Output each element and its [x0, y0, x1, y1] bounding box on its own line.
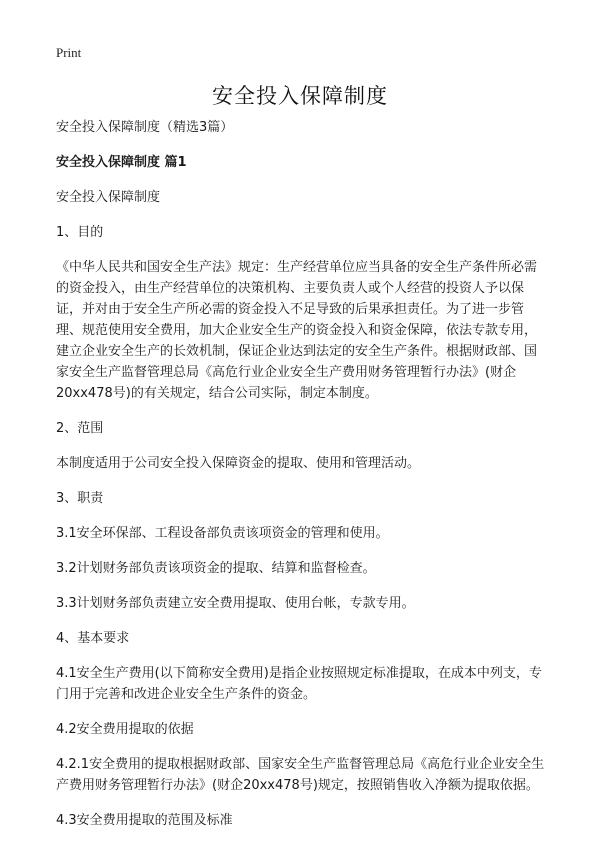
paragraph: 4.1安全生产费用(以下简称安全费用)是指企业按照规定标准提取，在成本中列支，专门用于完善和改进企业安全生产条件的资金。 — [56, 666, 542, 702]
paragraph: 4.3安全费用提取的范围及标准 — [56, 813, 233, 828]
paragraph: 3.1安全环保部、工程设备部负责该项资金的管理和使用。 — [56, 526, 389, 541]
section-heading: 安全投入保障制度 篇1 — [56, 155, 187, 170]
paragraph: 1、目的 — [56, 225, 104, 240]
document-subtitle: 安全投入保障制度（精选3篇） — [56, 120, 234, 135]
paragraph: 2、范围 — [56, 421, 104, 436]
paragraph: 3.2计划财务部负责该项资金的提取、结算和监督检查。 — [56, 561, 376, 576]
print-label: Print — [56, 45, 82, 60]
paragraph: 3.3计划财务部负责建立安全费用提取、使用台帐，专款专用。 — [56, 596, 415, 611]
document-title: 安全投入保障制度 — [212, 84, 388, 108]
paragraph: 《中华人民共和国安全生产法》规定：生产经营单位应当具备的安全生产条件所必需的资金投入，由生产经营单位的决策机构、主要负责人或个人经营的投资人予以保证，并对由于安全生产所必需的资金投入不足导致的后果承担责任。为了进一步管理、规范使用安全费用，加大企业安全生产的资金投入和资金保障，依法专款专用，建立企业安全生产的长效机制，保证企业达到法定的安全生产条件。根据财政部、国家安全生产监督管理总局《高危行业企业安全生产费用财务管理暂行办法》(财企20xx478号)的有关规定，结合公司实际，制定本制度。 — [56, 260, 538, 401]
paragraph: 4.2安全费用提取的依据 — [56, 722, 194, 737]
paragraph: 4.2.1安全费用的提取根据财政部、国家安全生产监督管理总局《高危行业企业安全生产费用财务管理暂行办法》(财企20xx478号)规定，按照销售收入净额为提取依据。 — [56, 757, 545, 793]
paragraph: 4、基本要求 — [56, 631, 130, 646]
document-body — [56, 117, 548, 845]
paragraph: 本制度适用于公司安全投入保障资金的提取、使用和管理活动。 — [56, 456, 421, 471]
paragraph: 安全投入保障制度 — [56, 190, 161, 205]
paragraph: 3、职责 — [56, 491, 104, 506]
